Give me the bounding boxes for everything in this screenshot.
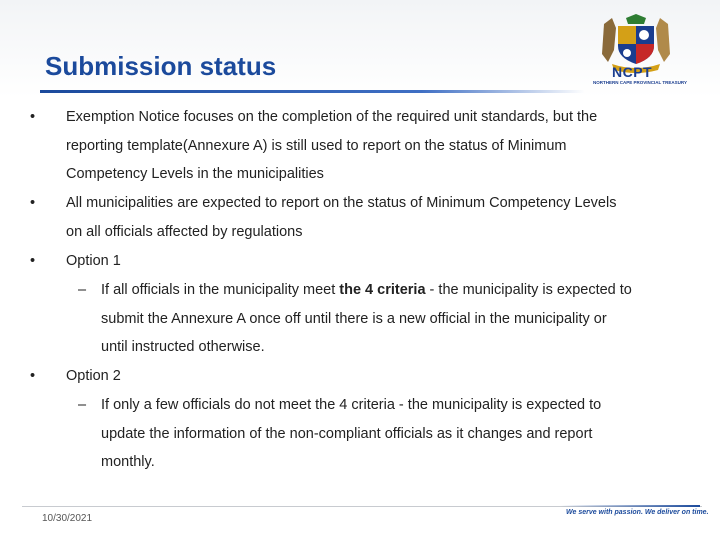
option-2-line-2: update the information of the non-compliant officials as it changes and report [101, 426, 593, 442]
footer-date: 10/30/2021 [42, 513, 93, 524]
bullet-1-line-2: reporting template(Annexure A) is still used to report on the status of Minimum [66, 138, 567, 154]
sub-bullet-dash: – [78, 282, 87, 298]
bullet-2-line-2: on all officials affected by regulations [66, 224, 303, 240]
bullet-1-line-3: Competency Levels in the municipalities [66, 166, 324, 182]
bullet-marker: • [30, 109, 36, 125]
bullet-marker: • [30, 253, 36, 269]
bullet-marker: • [30, 368, 36, 384]
option-1-label: Option 1 [66, 253, 121, 269]
slide-title: Submission status [45, 51, 277, 81]
bullet-marker: • [30, 195, 36, 211]
logo-text: NCPT [612, 64, 653, 80]
option-1-line-3: until instructed otherwise. [101, 339, 265, 355]
logo-subtitle: NORTHERN CAPE PROVINCIAL TREASURY [592, 80, 687, 85]
option-2-line-3: monthly. [101, 454, 155, 470]
option-1-prefix: If all officials in the municipality meet [101, 282, 340, 298]
footer-accent [560, 505, 700, 507]
option-1-emphasis: the 4 criteria [339, 282, 426, 298]
bullet-1-line-1: Exemption Notice focuses on the completion of the required unit standards, but the [66, 109, 598, 125]
option-2-label: Option 2 [66, 368, 121, 384]
option-1-line-2: submit the Annexure A once off until there is a new official in the municipality or [101, 311, 607, 327]
bullet-2-line-1: All municipalities are expected to report on the status of Minimum Competency Levels [66, 195, 617, 211]
option-2-line-1: If only a few officials do not meet the 4 criteria - the municipality is expected to [101, 397, 602, 413]
sub-bullet-dash: – [78, 397, 87, 413]
footer-slogan: We serve with passion. We deliver on time. [566, 509, 709, 516]
option-1-line-1 [101, 276, 701, 305]
option-1-suffix: - the municipality is expected to [425, 282, 632, 298]
